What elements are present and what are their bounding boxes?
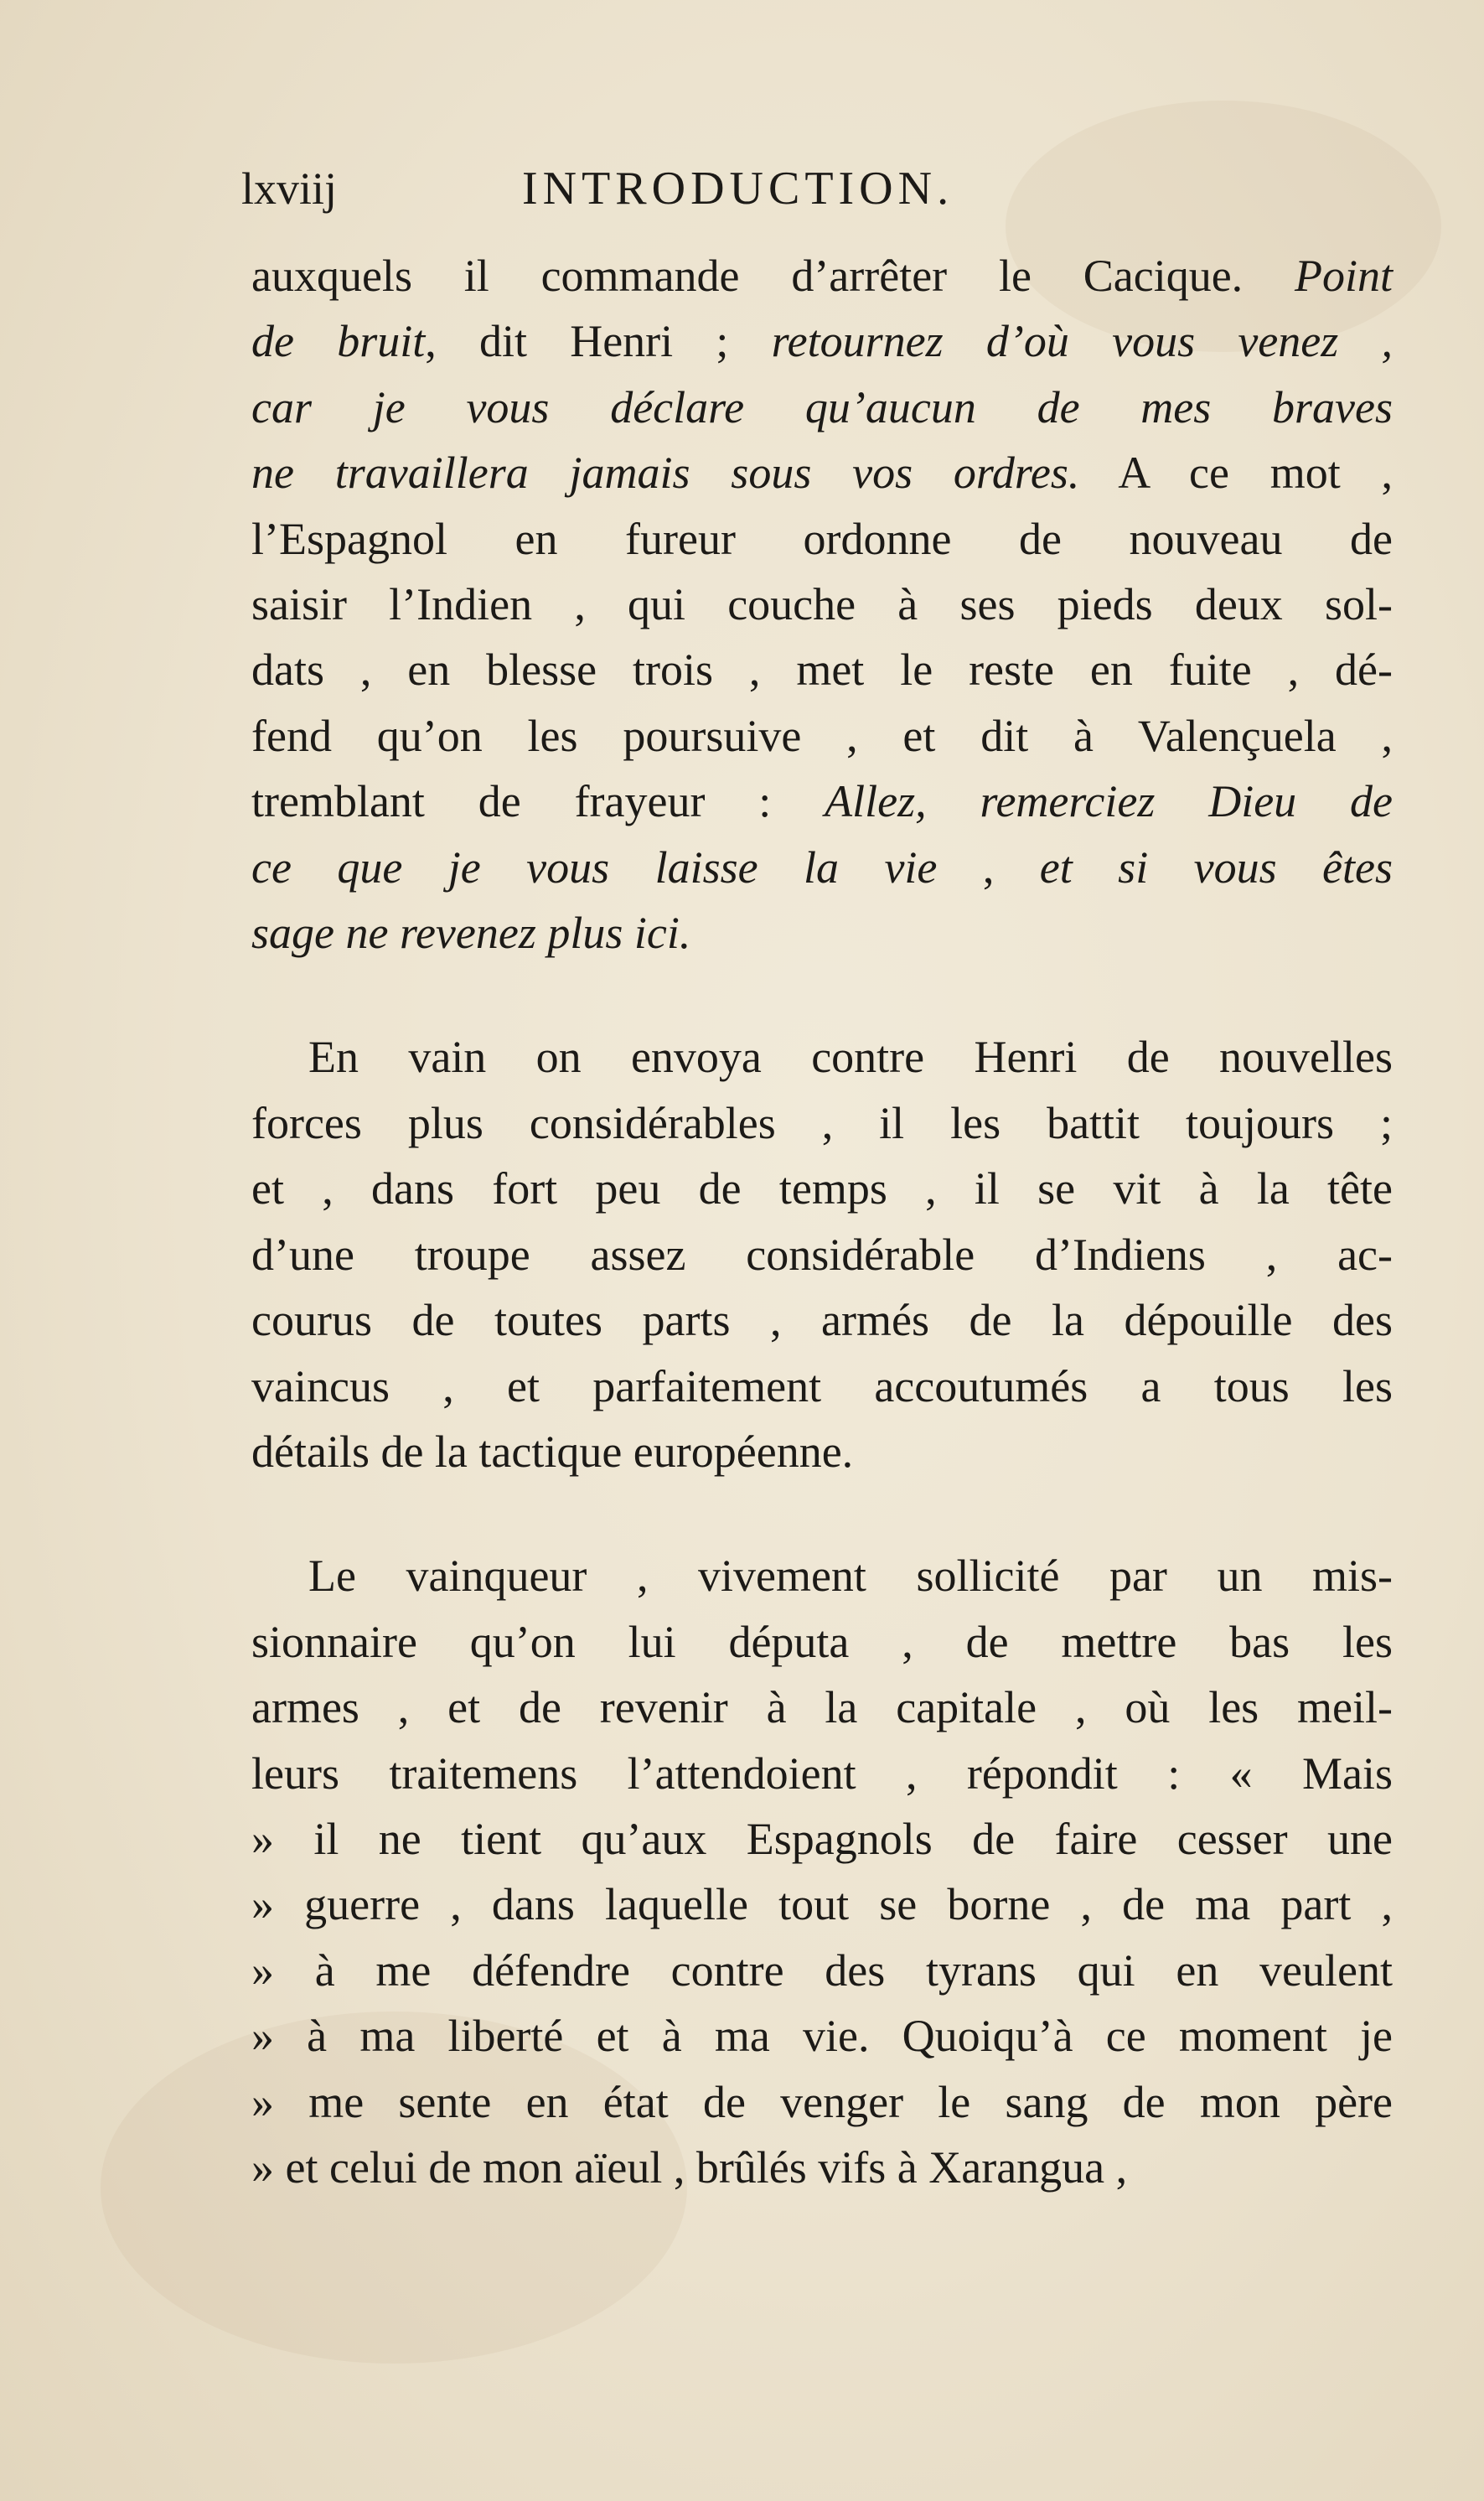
text-run: En vain on envoya contre Henri de nouvelles [308,1032,1393,1083]
paragraph [251,243,1393,966]
text-line [251,1938,1393,2003]
text-run: » à ma liberté et à ma vie. Quoiqu’à ce moment je [251,2011,1393,2062]
text-run: » à me défendre contre des tyrans qui en veulent [251,1944,1393,1996]
text-line [251,2003,1393,2069]
text-run: » et celui de mon aïeul , brûlés vifs à Xarangua , [251,2141,1128,2193]
text-line [251,835,1393,900]
text-line [251,1287,1393,1353]
text-run: leurs traitemens l’attendoient , répondit : « Mais [251,1748,1393,1799]
text-run: fend qu’on les poursuive , et dit à Valençuela , [251,710,1393,761]
italic-text: car je vous déclare qu’aucun de mes braves [251,381,1393,432]
text-run: d’une troupe assez considérable d’Indiens , ac- [251,1229,1393,1280]
italic-text: et si vous êtes [1039,841,1394,893]
text-line [251,1872,1393,1937]
text-line [251,1156,1393,1221]
text-run: » guerre , dans laquelle tout se borne , de ma part , [251,1879,1393,1930]
paragraph [251,1543,1393,2200]
text-run: , dit Henri ; [425,316,772,367]
text-run: A ce mot , [1079,448,1393,499]
text-run: » me sente en état de venger le sang de mon père [251,2076,1393,2127]
text-line [251,1024,1393,1090]
italic-text: de bruit [251,316,426,367]
text-line [251,440,1393,505]
text-run: auxquels il commande d’arrêter le Cacique. [251,251,1295,301]
text-line [251,1741,1393,1806]
text-run: vaincus , et parfaitement accoutumés a tous les [251,1360,1393,1411]
text-line [251,1609,1393,1675]
text-line [251,1222,1393,1287]
text-line [251,506,1393,572]
italic-text: retournez d’où vous venez , [771,316,1393,367]
italic-text: Point [1295,251,1393,301]
page-header [241,159,1406,218]
text-line [251,243,1393,308]
italic-text: ne travaillera jamais sous vos ordres. [251,448,1080,499]
text-run: forces plus considérables , il les battit toujours ; [251,1097,1393,1148]
text-run: sionnaire qu’on lui députa , de mettre bas les [251,1616,1393,1667]
text-line [251,1543,1393,1608]
text-line [251,2135,1393,2200]
text-line [251,572,1393,637]
page-number: lxviij [241,163,338,214]
text-run: Le vainqueur , vivement sollicité par un mis- [308,1551,1393,1602]
paragraph-gap [251,966,1393,1024]
text-line [251,375,1393,440]
text-run: courus de toutes parts , armés de la dépouille des [251,1295,1393,1346]
text-line [251,900,1393,966]
text-run: tremblant de frayeur : [251,776,825,827]
text-line [251,308,1393,374]
text-line [251,1806,1393,1872]
paragraph-gap [251,1484,1393,1543]
italic-text: ce que je vous laisse la vie [251,841,938,893]
text-run: » il ne tient qu’aux Espagnols de faire cesser une [251,1813,1393,1864]
text-line [251,2069,1393,2135]
text-run: et , dans fort peu de temps , il se vit à la tête [251,1163,1393,1214]
text-run: armes , et de revenir à la capitale , où les meil- [251,1682,1393,1733]
text-line [251,1675,1393,1740]
text-line [251,1090,1393,1156]
text-run: , [937,841,1040,893]
text-line [251,1419,1393,1484]
italic-text: sage ne revenez plus ici. [251,908,691,959]
italic-text: Allez, remerciez Dieu de [825,776,1393,827]
text-run: l’Espagnol en fureur ordonne de nouveau de [251,513,1393,564]
body-text [251,243,1393,2200]
text-run: détails de la tactique européenne. [251,1426,854,1477]
running-head: INTRODUCTION. [522,163,954,215]
text-line [251,1354,1393,1419]
text-line [251,769,1393,834]
paragraph [251,1024,1393,1484]
text-line [251,703,1393,769]
text-run: dats , en blesse trois , met le reste en fuite , dé- [251,645,1393,696]
text-line [251,637,1393,702]
text-run: saisir l’Indien , qui couche à ses pieds deux sol- [251,579,1393,630]
